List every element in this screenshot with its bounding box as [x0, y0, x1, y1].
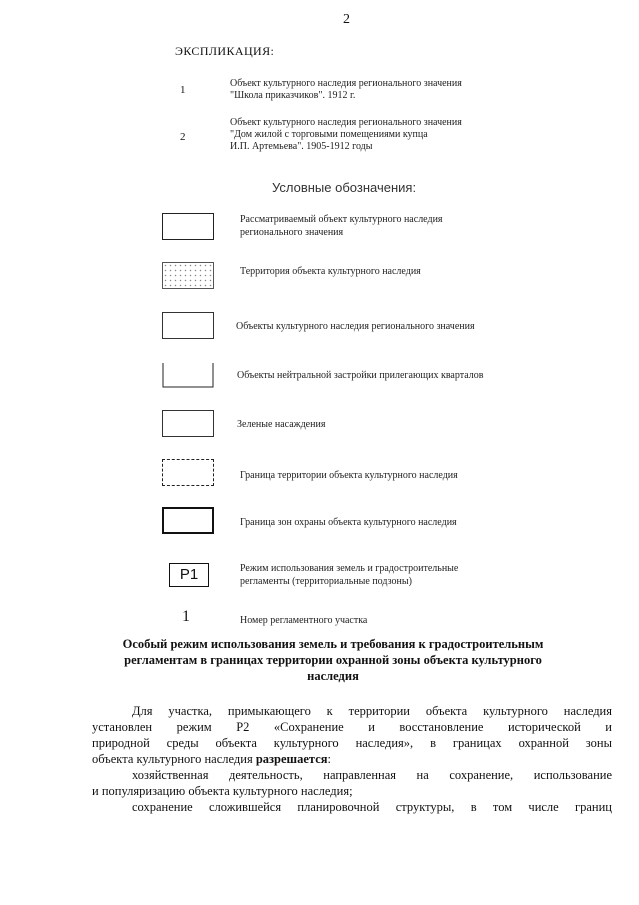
- legend-symbol-neutral-buildings: [162, 361, 214, 388]
- legend-line: регламенты (территориальные подзоны): [240, 576, 412, 587]
- heading-line: наследия: [307, 669, 359, 683]
- body-line: сохранение сложившейся планировочной структуры, в том числе границ: [132, 800, 612, 814]
- legend-label: [240, 614, 367, 627]
- legend-line: Граница территории объекта культурного наследия: [240, 470, 458, 481]
- legend-line: регионального значения: [240, 227, 344, 238]
- legend-label: [240, 265, 421, 278]
- page-number: 2: [343, 12, 350, 27]
- explication-line: И.П. Артемьева". 1905-1912 годы: [230, 141, 373, 152]
- body-bold-text: разрешается: [255, 752, 328, 766]
- legend-symbol-considered-object: [162, 213, 214, 240]
- body-line: и популяризацию объекта культурного наследия;: [92, 784, 353, 798]
- body-line: [92, 751, 612, 767]
- legend-symbol-regional-heritage: [162, 312, 214, 339]
- open-rect-icon: [162, 361, 214, 388]
- body-line: природной среды объекта культурного наследия», в границах охранной зоны: [92, 736, 612, 750]
- body-line: хозяйственная деятельность, направленная на сохранение, использование: [132, 768, 612, 782]
- explication-item-text: [230, 117, 462, 153]
- section-heading: [60, 636, 606, 684]
- legend-label: [237, 369, 483, 382]
- explication-item-number: 2: [180, 131, 186, 143]
- explication-item-number: 1: [180, 84, 186, 96]
- body-paragraph: [92, 703, 612, 815]
- explication-line: Объект культурного наследия регионального значения: [230, 117, 462, 128]
- explication-item-text: [230, 78, 462, 102]
- legend-title: Условные обозначения:: [272, 180, 417, 195]
- legend-symbol-protection-zone-boundary: [162, 507, 214, 534]
- body-line: установлен режим Р2 «Сохранение и восстановление исторической и: [92, 720, 612, 734]
- legend-line: Объекты нейтральной застройки прилегающих кварталов: [237, 370, 484, 381]
- legend-line: Граница зон охраны объекта культурного наследия: [240, 517, 457, 528]
- body-text: :: [327, 752, 331, 766]
- legend-line: Режим использования земель и градостроительные: [240, 563, 459, 574]
- explication-line: Объект культурного наследия регионального значения: [230, 78, 462, 89]
- legend-label: [240, 469, 458, 482]
- legend-symbol-green-areas: [162, 410, 214, 437]
- legend-line: Территория объекта культурного наследия: [240, 266, 421, 277]
- legend-label: [240, 213, 443, 239]
- explication-line: "Дом жилой с торговыми помещениями купца: [230, 129, 428, 140]
- explication-title: ЭКСПЛИКАЦИЯ:: [175, 44, 275, 58]
- legend-label: [240, 562, 458, 588]
- legend-line: Рассматриваемый объект культурного наследия: [240, 214, 443, 225]
- legend-symbol-plot-number: 1: [182, 608, 190, 625]
- legend-line: Объекты культурного наследия регионального значения: [236, 321, 475, 332]
- body-line: Для участка, примыкающего к территории объекта культурного наследия: [132, 704, 612, 718]
- explication-line: "Школа приказчиков". 1912 г.: [230, 90, 356, 101]
- legend-line: Зеленые насаждения: [237, 419, 326, 430]
- legend-symbol-p1: Р1: [169, 563, 209, 587]
- legend-line: Номер регламентного участка: [240, 615, 368, 626]
- heading-line: регламентам в границах территории охранной зоны объекта культурного: [124, 653, 542, 667]
- legend-label: [240, 516, 457, 529]
- body-text: объекта культурного наследия: [92, 752, 256, 766]
- legend-symbol-territory-boundary: [162, 459, 214, 486]
- legend-label: [237, 418, 325, 431]
- heading-line: Особый режим использования земель и требования к градостроительным: [122, 637, 544, 651]
- legend-label: [236, 320, 475, 333]
- legend-symbol-heritage-territory: [162, 262, 214, 289]
